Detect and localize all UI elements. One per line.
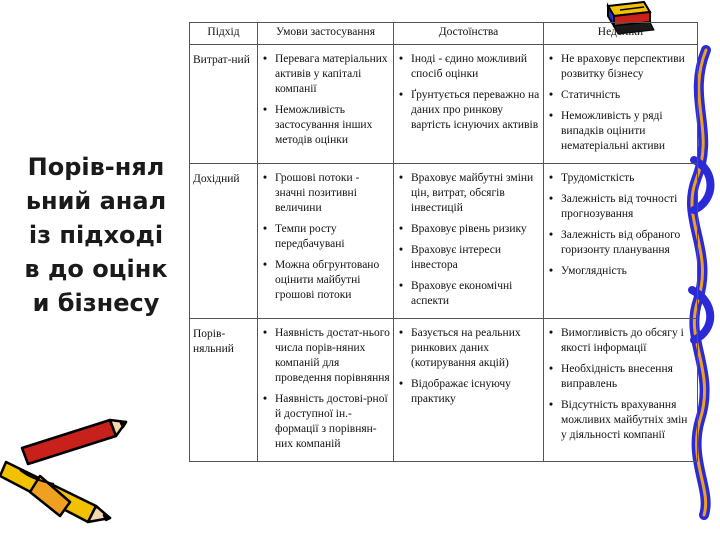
conditions-cell bbox=[258, 45, 394, 164]
table-row bbox=[190, 164, 698, 319]
list-item: • Відображає існуючу практику bbox=[397, 377, 540, 407]
table-row bbox=[190, 319, 698, 462]
list-item: • Неможливість застосування інших методів оцінки bbox=[261, 103, 390, 148]
list-item: • Іноді - єдино можливий спосіб оцінки bbox=[397, 52, 540, 82]
header-conditions: Умови застосування bbox=[258, 23, 394, 45]
list-item: • Враховує економічні аспекти bbox=[397, 279, 540, 309]
advantages-cell bbox=[394, 319, 544, 462]
disadvantages-cell bbox=[544, 164, 698, 319]
list-item: • Базується на реальних ринкових даних (котирування акцій) bbox=[397, 326, 540, 371]
list-item: • Необхідність внесення виправлень bbox=[547, 362, 694, 392]
list-item: • Враховує майбутні зміни цін, витрат, обсягів інвестицій bbox=[397, 171, 540, 216]
list-item: • Умоглядність bbox=[547, 264, 694, 279]
list-item: • Статичність bbox=[547, 88, 694, 103]
list-item: • Відсутність врахування можливих майбутніх змін у діяльності компанії bbox=[547, 398, 694, 443]
list-item: • Враховує інтереси інвестора bbox=[397, 243, 540, 273]
header-advantages: Достоїнства bbox=[394, 23, 544, 45]
list-item: • Вимогливість до обсягу і якості інформації bbox=[547, 326, 694, 356]
conditions-cell bbox=[258, 319, 394, 462]
table-header-row bbox=[190, 23, 698, 45]
list-item: • Не враховує перспективи розвитку бізнесу bbox=[547, 52, 694, 82]
slide-title: Порів-няльний аналіз підході в до оцінки бізнесу bbox=[24, 153, 168, 317]
list-item: • Трудомісткість bbox=[547, 171, 694, 186]
header-disadvantages: Недоліки bbox=[544, 23, 698, 45]
header-approach: Підхід bbox=[190, 23, 258, 45]
approach-cell: Дохідний bbox=[190, 164, 258, 319]
list-item: • Ґрунтується переважно на даних про ринкову вартість існуючих активів bbox=[397, 88, 540, 133]
list-item: • Наявність достові-рної й доступної ін.-формації з порівнян-них компаній bbox=[261, 392, 390, 452]
advantages-cell bbox=[394, 45, 544, 164]
list-item: • Перевага матеріальних активів у капіталі компанії bbox=[261, 52, 390, 97]
approach-cell: Витрат-ний bbox=[190, 45, 258, 164]
list-item: • Враховує рівень ризику bbox=[397, 222, 540, 237]
list-item: • Залежність від обраного горизонту планування bbox=[547, 228, 694, 258]
conditions-cell bbox=[258, 164, 394, 319]
disadvantages-cell bbox=[544, 319, 698, 462]
advantages-cell bbox=[394, 164, 544, 319]
list-item: • Можна обгрунтовано оцінити майбутні грошові потоки bbox=[261, 258, 390, 303]
disadvantages-cell bbox=[544, 45, 698, 164]
table-row bbox=[190, 45, 698, 164]
comparison-table bbox=[189, 22, 698, 462]
pencil-crayons-icon bbox=[0, 418, 128, 530]
list-item: • Грошові потоки - значні позитивні величини bbox=[261, 171, 390, 216]
list-item: • Темпи росту передбачувані bbox=[261, 222, 390, 252]
list-item: • Наявність достат-нього числа порів-няних компаній для проведення порівняння bbox=[261, 326, 390, 386]
list-item: • Неможливість у ряді випадків оцінити нематеріальні активи bbox=[547, 109, 694, 154]
list-item: • Залежність від точності прогнозування bbox=[547, 192, 694, 222]
approach-cell: Порів-няльний bbox=[190, 319, 258, 462]
